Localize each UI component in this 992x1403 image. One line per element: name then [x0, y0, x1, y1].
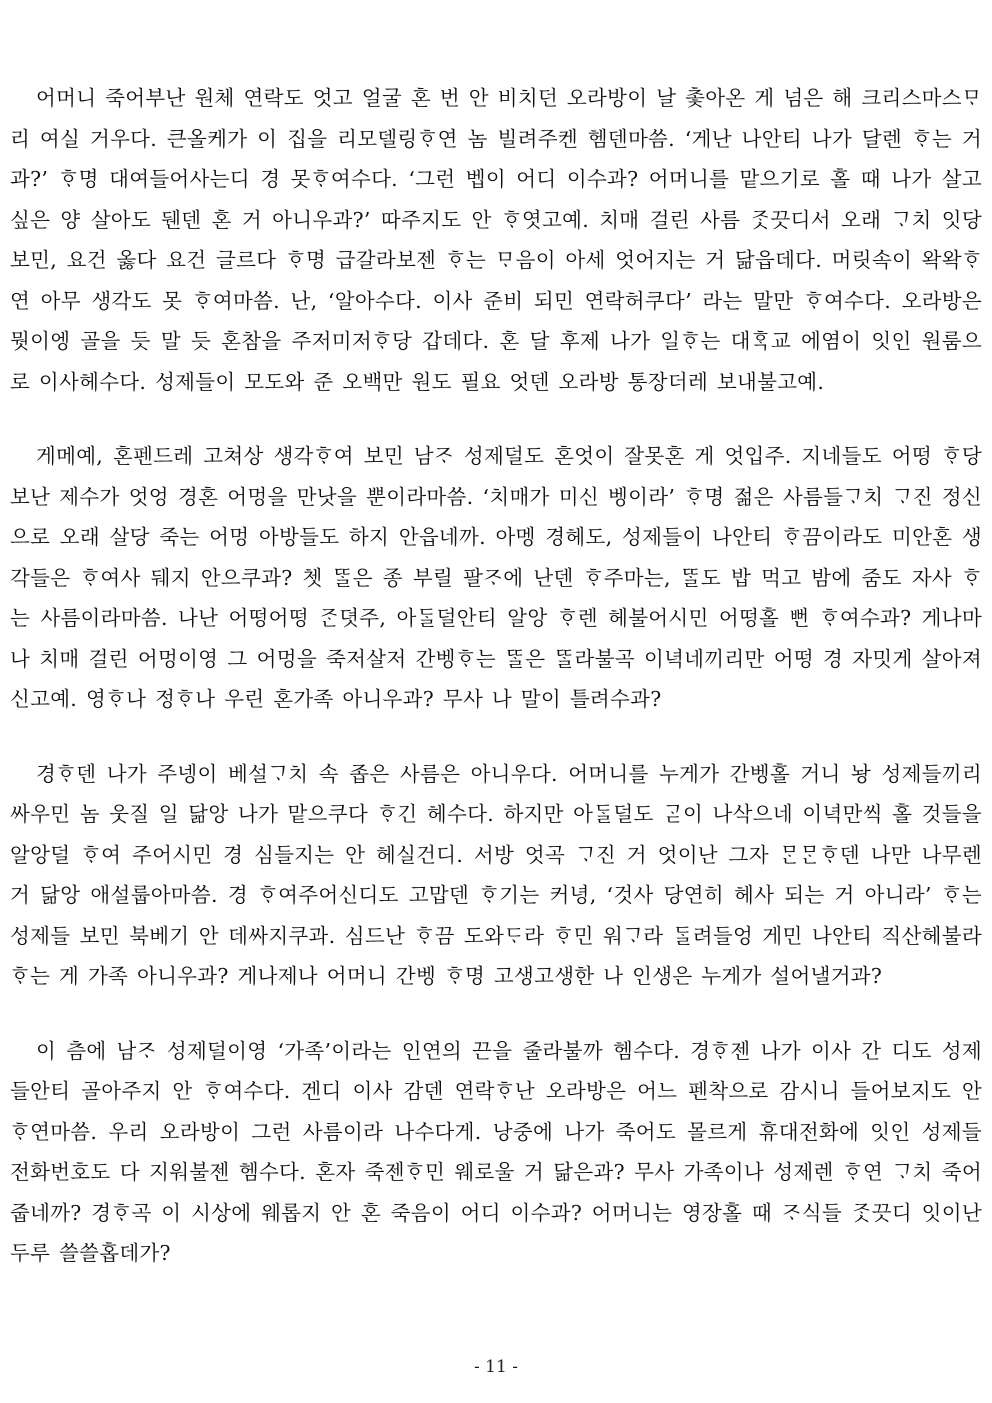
paragraph-2: 게메예, 혼펜드레 고쳐상 생각ᄒᆞ여 보민 남ᄌᆞ 성제덜도 혼엇이 잘못혼 게 엇입주. 지네들도 어떵 ᄒᆞ당 보난 제수가 엇엉 경혼 어멍을 만낫을 뿐이라마씀. ‘치매가 미신 벵이라’ ᄒᆞ명 젊은 사름들ᄀᆞ치 ᄀᆞ진 정신으로 오래 살당 죽는 어멍 아방들도 하지 안읍네까. 아멩 경헤도, 성제들이 나안티 ᄒᆞ끔이라도 미안혼 생각들은 ᄒᆞ여사 뒈지 안으쿠과? 쳇 ᄄᆞᆯ은 종 부릴 팔ᄌᆞ에 난덴 ᄒᆞ주마는, ᄄᆞᆯ도 밥 먹고 밤에 줌도 자사 ᄒᆞ는 사름이라마씀. 나난 어떵어떵 ᄌᆞᆫ뎟주, 아ᄃᆞᆯ덜안티 알앙 ᄒᆞ렌 헤불어시민 어떵홀 뻔 ᄒᆞ여수과? 게나마나 치매 걸린 어멍이영 그 어멍을 죽저살저 간벵ᄒᆞ는 ᄄᆞᆯ은 ᄄᆞᆯ라불곡 이녁네끼리만 어떵 경 자밋게 살아져신고예. 영ᄒᆞ나 정ᄒᆞ나 우린 혼가족 아니우과? 무사 나 말이 틀려수과?: [10, 444, 982, 711]
page-number: - 11 -: [474, 1357, 518, 1377]
body-text: [10, 78, 982, 1308]
paragraph-3: 경ᄒᆞ덴 나가 주넹이 베설ᄀᆞ치 속 좁은 사름은 아니우다. 어머니를 누게가 간벵홀 거니 놩 성제들끼리 싸우민 놈 웃질 일 닮앙 나가 맡으쿠다 ᄒᆞ긴 헤수다. 하지만 아ᄃᆞᆯ덜도 ᄀᆞᆮ이 나삭으네 이녁만씩 홀 것들을 알앙덜 ᄒᆞ여 주어시민 경 심들지는 안 헤실건디. 서방 엇곡 ᄀᆞ진 거 엇이난 그자 ᄆᆞᆫᄆᆞᆫᄒᆞ덴 나만 나무렌 거 닮앙 애설룹아마씀. 경 ᄒᆞ여주어신디도 고맙덴 ᄒᆞ기는 커녕, ‘것사 당연히 헤사 되는 거 아니라’ ᄒᆞ는 성제들 보민 북베기 안 데싸지쿠과. 심드난 ᄒᆞ끔 도와ᄃᆞ라 ᄒᆞ민 워ᄀᆞ라 ᄃᆞᆯ려들엉 게민 나안티 직산헤불라 ᄒᆞ는 게 가족 아니우과? 게나제나 어머니 간벵 ᄒᆞ명 고생고생한 나 인생은 누게가 설어낼거과?: [10, 761, 982, 988]
paragraph-4: 이 츰에 남ᄌᆞ 성제덜이영 ‘가족’이라는 인연의 끈을 줄라불까 헴수다. 경ᄒᆞ젠 나가 이사 간 디도 성제들안티 골아주지 안 ᄒᆞ여수다. 겐디 이사 감덴 연락ᄒᆞ난 오라방은 어느 펜착으로 감시니 들어보지도 안 ᄒᆞ연마씀. 우리 오라방이 그런 사름이라 나수다게. 낭중에 나가 죽어도 몰르게 휴대전화에 잇인 성제들 전화번호도 다 지워불젠 헴수다. 혼자 죽젠ᄒᆞ민 웨로울 거 닮은과? 무사 가족이나 성제렌 ᄒᆞ연 ᄀᆞ치 죽어줍네까? 경ᄒᆞ곡 이 시상에 웨롭지 안 혼 죽음이 어디 이수과? 어머니는 영장홀 때 ᄌᆞ식들 ᄌᆞᆺ끗디 잇이난 두루 쓸쓸홉데가?: [10, 1038, 982, 1265]
paragraph-1: 어머니 죽어부난 원체 연락도 엇고 얼굴 혼 번 안 비치던 오라방이 날 촟아온 게 넘은 해 크리스마스ᄆᆞ리 여실 거우다. 큰올케가 이 집을 리모델링ᄒᆞ연 놈 빌려주켄 헴덴마씀. ‘게난 나안티 나가 달렌 ᄒᆞ는 거과?’ ᄒᆞ명 대여들어사는디 경 못ᄒᆞ여수다. ‘그런 벱이 어디 이수과? 어머니를 맡으기로 홀 때 나가 살고 싶은 양 살아도 뒌덴 혼 거 아니우과?’ 따주지도 안 ᄒᆞ엿고예. 치매 걸린 사름 ᄌᆞᆺ끗디서 오래 ᄀᆞ치 잇당 보민, 요건 옳다 요건 글르다 ᄒᆞ명 급갈라보젠 ᄒᆞ는 ᄆᆞ음이 아세 엇어지는 거 닮읍데다. 머릿속이 왁왁ᄒᆞ연 아무 생각도 못 ᄒᆞ여마씀. 난, ‘알아수다. 이사 준비 되민 연락허쿠다’ 라는 말만 ᄒᆞ여수다. 오라방은 뭣이엥 골을 듯 말 듯 혼참을 주저미저ᄒᆞ당 갑데다. 혼 달 후제 나가 일ᄒᆞ는 대ᄒᆞᆨ교 에염이 잇인 원룸으로 이사헤수다. 성제들이 모도와 준 오백만 원도 필요 엇덴 오라방 통장더레 보내불고예.: [10, 86, 982, 394]
